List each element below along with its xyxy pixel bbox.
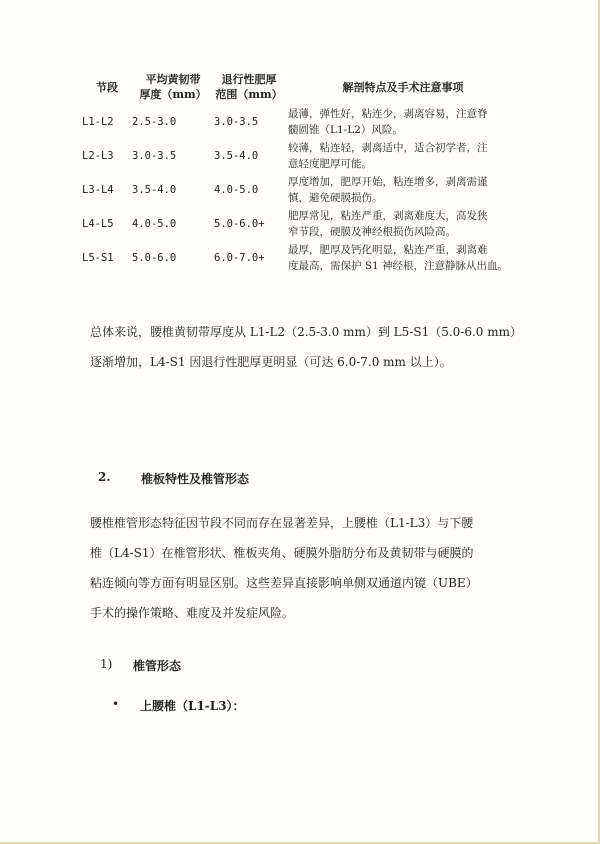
bullet-icon: • [112, 697, 120, 711]
cell-thickness: 2.5-3.0 [132, 116, 177, 128]
bullet-text: 上腰椎（L1-L3）： [140, 699, 245, 713]
cell-thickness: 4.0-5.0 [132, 218, 177, 230]
cell-notes-line1: 较薄，粘连轻，剥离适中，适合初学者，注 [288, 142, 488, 154]
table-row [82, 106, 522, 140]
section-paragraph-line4: 手术的操作策略、难度及并发症风险。 [90, 606, 295, 620]
header-segment: 节段 [96, 80, 118, 94]
section-number: 2. [98, 470, 111, 484]
cell-notes-line1: 最厚，肥厚及钙化明显，粘连严重，剥离难 [288, 244, 488, 256]
cell-notes-line2: 髓圆锥（L1-L2）风险。 [288, 124, 403, 136]
cell-notes-line2: 度最高，需保护 S1 神经根，注意静脉从出血。 [288, 260, 509, 272]
table-row [82, 140, 522, 174]
table-row [82, 208, 522, 242]
cell-notes-line2: 慎，避免硬膜损伤。 [288, 192, 383, 204]
cell-notes-line1: 厚度增加，肥厚开始，粘连增多，剥离需谨 [288, 176, 488, 188]
section-title: 椎板特性及椎管形态 [141, 472, 250, 486]
cell-notes [284, 208, 522, 242]
header-hypertrophy-line1: 退行性肥厚 [221, 73, 277, 86]
cell-notes-line1: 最薄，弹性好，粘连少，剥离容易，注意脊 [288, 108, 488, 120]
cell-notes-line2: 窄节段，硬膜及神经根损伤风险高。 [288, 226, 456, 238]
cell-notes-line2: 意轻度肥厚可能。 [288, 158, 372, 170]
cell-notes [284, 242, 522, 276]
cell-hypertrophy: 6.0-7.0+ [214, 252, 265, 264]
header-thickness-line1: 平均黄韧带 [145, 73, 201, 86]
cell-segment: L1-L2 [82, 116, 114, 128]
header-hypertrophy-line2: 范围（mm） [215, 88, 283, 101]
cell-notes [284, 174, 522, 208]
subsection-title: 椎管形态 [133, 659, 182, 673]
cell-hypertrophy: 3.5-4.0 [214, 150, 259, 162]
subsection-number: 1) [100, 657, 113, 671]
cell-thickness: 5.0-6.0 [132, 252, 177, 264]
cell-thickness: 3.0-3.5 [132, 150, 177, 162]
table-row [82, 242, 522, 276]
summary-line2: 逐渐增加，L4-S1 因退行性肥厚更明显（可达 6.0-7.0 mm 以上）。 [90, 355, 452, 369]
summary-line1: 总体来说，腰椎黄韧带厚度从 L1-L2（2.5-3.0 mm）到 L5-S1（5.0-6.0 mm） [90, 325, 522, 339]
cell-notes [284, 140, 522, 174]
section-paragraph-line2: 椎（L4-S1）在椎管形状、椎板夹角、硬膜外脂肪分布及黄韧带与硬膜的 [90, 546, 474, 560]
cell-hypertrophy: 5.0-6.0+ [214, 218, 265, 230]
cell-notes-line1: 肥厚常见，粘连严重，剥离难度大，高发狭 [288, 210, 488, 222]
table-header-row [82, 68, 522, 106]
ligamentum-flavum-table [82, 68, 522, 276]
cell-segment: L3-L4 [82, 184, 114, 196]
section-paragraph-line3: 粘连倾向等方面有明显区别。这些差异直接影响单侧双通道内镜（UBE） [90, 576, 478, 590]
header-notes: 解剖特点及手术注意事项 [342, 80, 464, 94]
section-paragraph-line1: 腰椎椎管形态特征因节段不同而存在显著差异，上腰椎（L1-L3）与下腰 [90, 516, 474, 530]
table-row [82, 174, 522, 208]
header-thickness [132, 72, 214, 102]
summary-paragraph [90, 317, 530, 377]
cell-hypertrophy: 4.0-5.0 [214, 184, 259, 196]
header-thickness-line2: 厚度（mm） [139, 88, 207, 101]
section-paragraph [90, 508, 530, 628]
cell-thickness: 3.5-4.0 [132, 184, 177, 196]
header-hypertrophy [214, 72, 284, 102]
cell-segment: L2-L3 [82, 150, 114, 162]
cell-segment: L4-L5 [82, 218, 114, 230]
cell-hypertrophy: 3.0-3.5 [214, 116, 259, 128]
cell-notes [284, 106, 522, 140]
cell-segment: L5-S1 [82, 252, 114, 264]
